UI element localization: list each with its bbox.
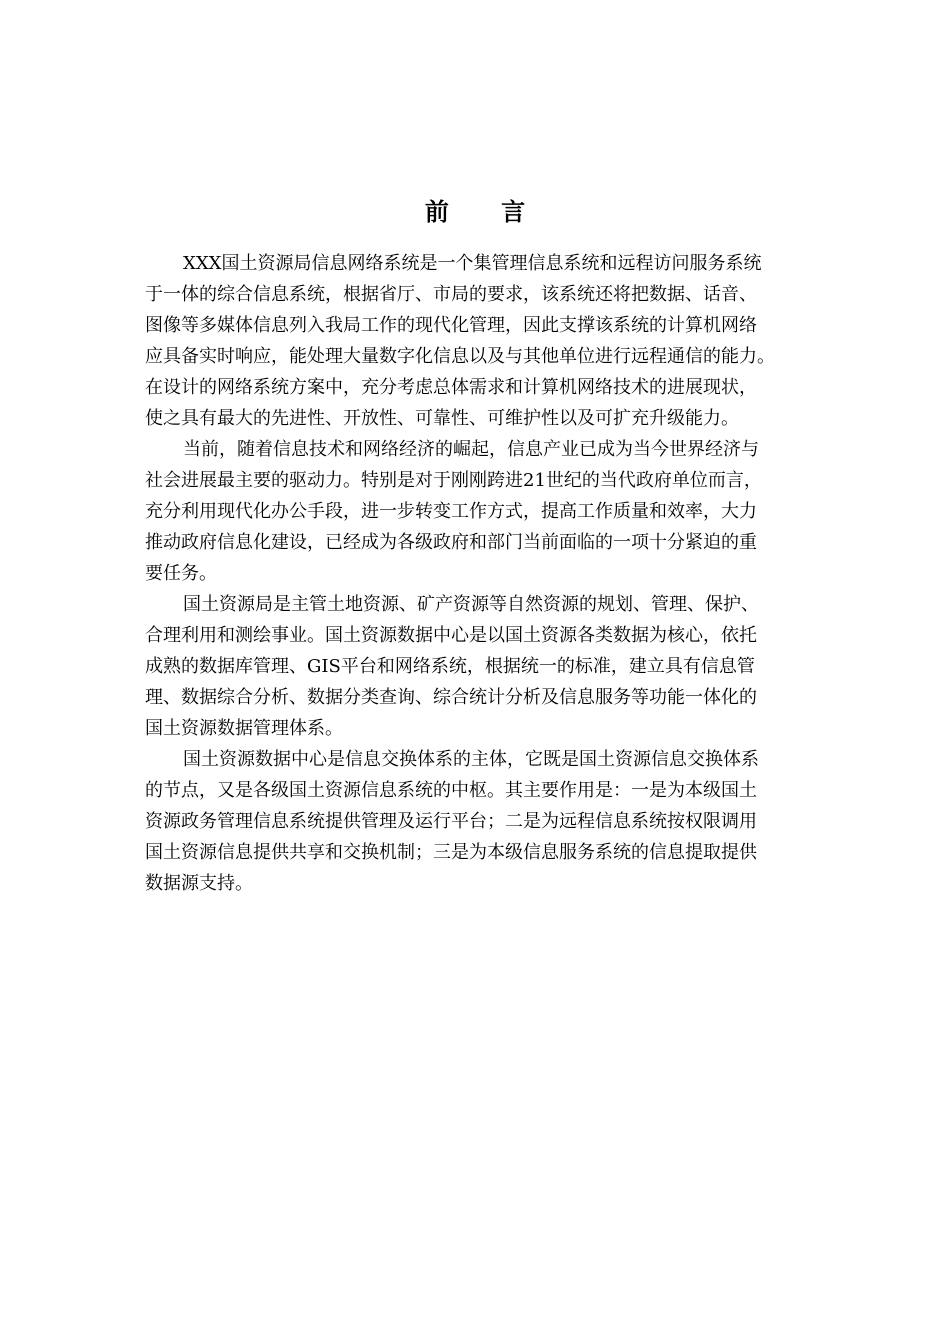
paragraph-line: XXX国土资源局信息网络系统是一个集管理信息系统和远程访问服务系统: [183, 253, 762, 274]
paragraph-line: 要任务。: [145, 563, 217, 584]
paragraph-line: 成熟的数据库管理、GIS平台和网络系统，根据统一的标准，建立具有信息管: [145, 656, 755, 677]
paragraph-line: 国土资源数据中心是信息交换体系的主体，它既是国土资源信息交换体系: [183, 749, 759, 770]
paragraph-line: 充分利用现代化办公手段，进一步转变工作方式，提高工作质量和效率，大力: [145, 501, 757, 522]
paragraph-4: [145, 744, 815, 899]
page-title: 前 言: [424, 198, 548, 226]
paragraph-line: 国土资源信息提供共享和交换机制；三是为本级信息服务系统的信息提取提供: [145, 842, 757, 863]
paragraph-2: [145, 434, 815, 589]
document-body: [145, 248, 815, 899]
paragraph-line: 于一体的综合信息系统，根据省厅、市局的要求，该系统还将把数据、话音、: [145, 284, 757, 305]
paragraph-line: 合理利用和测绘事业。国土资源数据中心是以国土资源各类数据为核心，依托: [145, 625, 757, 646]
paragraph-3: [145, 589, 815, 744]
paragraph-line: 国土资源局是主管土地资源、矿产资源等自然资源的规划、管理、保护、: [183, 594, 759, 615]
paragraph-line: 使之具有最大的先进性、开放性、可靠性、可维护性以及可扩充升级能力。: [145, 408, 739, 429]
paragraph-line: 应具备实时响应，能处理大量数字化信息以及与其他单位进行远程通信的能力。: [145, 346, 775, 367]
paragraph-line: 在设计的网络系统方案中，充分考虑总体需求和计算机网络技术的进展现状，: [145, 377, 757, 398]
paragraph-line: 理、数据综合分析、数据分类查询、综合统计分析及信息服务等功能一体化的: [145, 687, 757, 708]
paragraph-line: 数据源支持。: [145, 873, 253, 894]
paragraph-line: 当前，随着信息技术和网络经济的崛起，信息产业已成为当今世界经济与: [183, 439, 759, 460]
paragraph-line: 图像等多媒体信息列入我局工作的现代化管理，因此支撑该系统的计算机网络: [145, 315, 757, 336]
paragraph-line: 社会进展最主要的驱动力。特别是对于刚刚跨进21世纪的当代政府单位而言，: [145, 470, 762, 491]
paragraph-1: [145, 248, 815, 434]
paragraph-line: 的节点，又是各级国土资源信息系统的中枢。其主要作用是：一是为本级国土: [145, 780, 757, 801]
paragraph-line: 推动政府信息化建设，已经成为各级政府和部门当前面临的一项十分紧迫的重: [145, 532, 757, 553]
paragraph-line: 国土资源数据管理体系。: [145, 718, 343, 739]
paragraph-line: 资源政务管理信息系统提供管理及运行平台；二是为远程信息系统按权限调用: [145, 811, 757, 832]
